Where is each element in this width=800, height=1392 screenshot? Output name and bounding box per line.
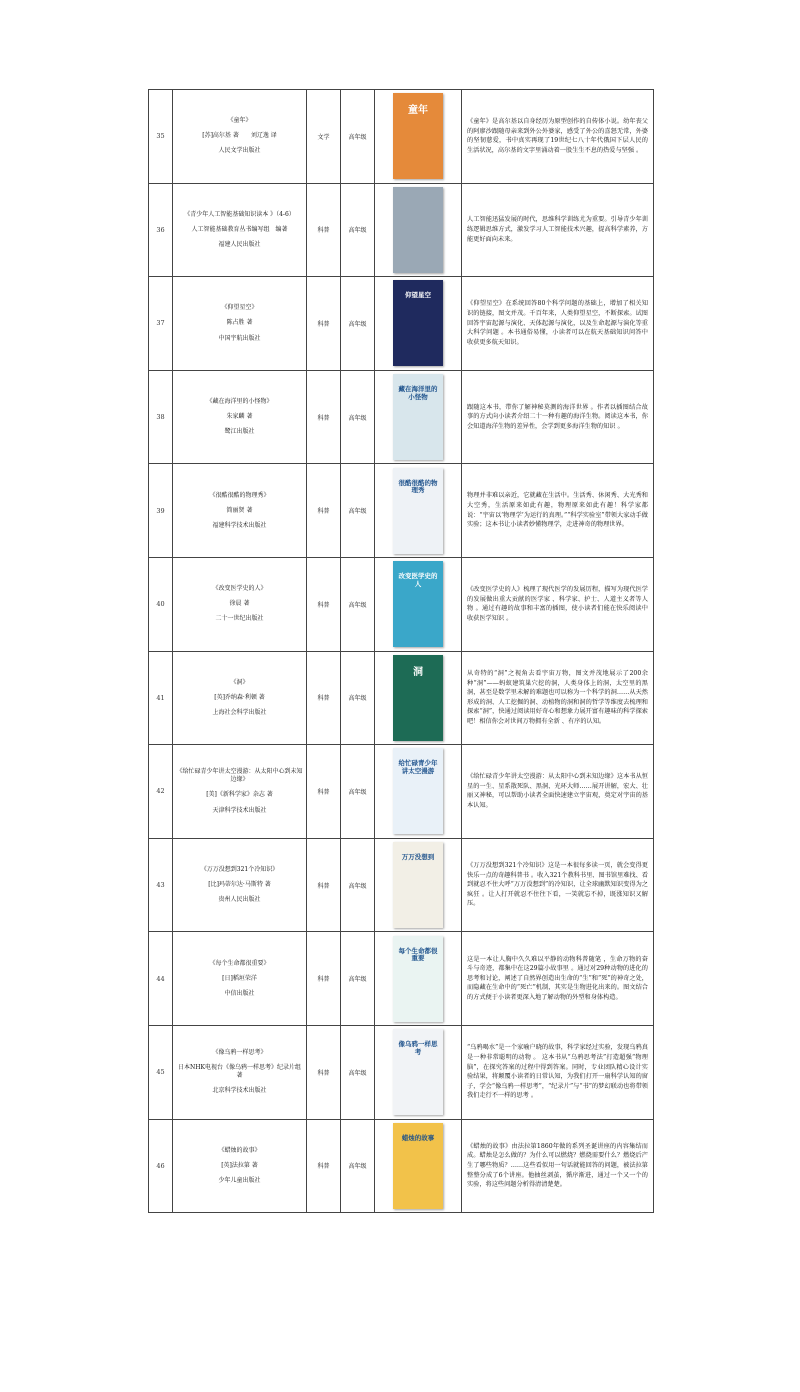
book-author: 日本NHK电视台《像乌鸦一样思考》纪录片组 著	[178, 1064, 301, 1080]
book-title: 《很酷很酷的物理秀》	[209, 491, 270, 499]
book-cover-title: 给忙碌青少年讲太空漫游	[398, 759, 438, 776]
book-grade: 高年级	[341, 90, 375, 184]
book-title: 《像乌鸦一样思考》	[212, 1049, 267, 1057]
book-info	[173, 464, 307, 558]
book-category: 科普	[307, 1025, 341, 1119]
table-row	[149, 557, 654, 651]
row-number: 37	[149, 277, 173, 371]
book-author: [英]法拉第 著	[221, 1161, 258, 1169]
book-grade: 高年级	[341, 932, 375, 1026]
book-cover-title: 很酷很酷的物理秀	[398, 478, 438, 495]
book-list-body	[149, 90, 654, 1213]
book-cover-cell	[375, 370, 462, 464]
book-author: [英]乔纳森·利顿 著	[214, 693, 265, 701]
book-publisher: 北京科学技术出版社	[212, 1087, 267, 1095]
row-number: 43	[149, 838, 173, 932]
book-publisher: 天津科学技术出版社	[212, 806, 267, 814]
book-author: 朱家麟 著	[226, 413, 253, 421]
book-cover-image	[393, 187, 443, 273]
book-description: 人工智能迅猛发展的时代，思维科学训练尤为重要。引导青少年训练逻辑思维方式，激发学习人工智能技术兴趣，提高科学素养，方能更好面向未来。	[462, 183, 654, 277]
book-title: 《给忙碌青少年讲太空漫游：从太阳中心到未知边缘》	[176, 768, 303, 784]
book-publisher: 中信出版社	[224, 989, 255, 997]
book-publisher: 上海社会科学出版社	[212, 708, 267, 716]
book-info	[173, 277, 307, 371]
table-row	[149, 90, 654, 184]
book-cover-cell	[375, 932, 462, 1026]
table-row	[149, 277, 654, 371]
book-author: 简丽贤 著	[226, 506, 253, 514]
book-description: 《童年》是高尔基以自身经历为原型创作的自传体小说。幼年丧父的阿廖沙跟随母亲来到外公外婆家，感受了外公的喜怒无常，外婆的坚韧慈爱，书中真实再现了19世纪七八十年代俄国下层人民的生活状况，高尔基的文字里涌动着一股生生不息的热爱与坚强 。	[462, 90, 654, 184]
book-title: 《每个生命都很重要》	[209, 959, 270, 967]
book-title: 《童年》	[227, 117, 252, 125]
book-cover-title: 藏在海洋里的小怪物	[398, 385, 438, 401]
book-grade: 高年级	[341, 183, 375, 277]
book-cover-cell	[375, 90, 462, 184]
book-cover-image	[393, 842, 443, 928]
book-title: 《改变医学史的人》	[212, 585, 267, 593]
row-number: 38	[149, 370, 173, 464]
table-row	[149, 745, 654, 839]
book-cover-image	[393, 561, 443, 647]
book-publisher: 贵州人民出版社	[218, 896, 261, 904]
book-description: “乌鸦喝水”是一个家喻户晓的故事，科学家经过实验，发现乌鸦真是一种非常聪明的动物 。 这本书从“乌鸦思考法”打造超强“物理脑”，在探究答案的过程中得到答案。同时，专业团队精心设计实验结果，将颠覆小读者的日常认知，为我们打开一扇科学认知的窗子，学会“像乌鸦一样思考”，“纪录片”与“书”的梦幻联动也将带领我们走行不一样的思考 。	[462, 1025, 654, 1119]
table-row	[149, 932, 654, 1026]
book-author: 人工智能基础教育丛书编写组 编著	[191, 225, 288, 233]
table-row	[149, 1025, 654, 1119]
book-author: [日]稻垣荣洋	[222, 974, 257, 982]
book-description: 物理并非难以亲近，它就藏在生活中。生活秀、休闲秀、大光秀和大空秀，生活原来如此有趣，物理原来如此有趣！科学家都说：“宇宙以‘物理学’为运行的真理。”“科学实验室”带领大家动手做实验；这本书让小读者妙懂物理学，走进神奇的物理世界。	[462, 464, 654, 558]
book-cover-image	[393, 1123, 443, 1209]
book-cover-cell	[375, 277, 462, 371]
book-grade: 高年级	[341, 1025, 375, 1119]
book-cover-image	[393, 374, 443, 460]
row-number: 40	[149, 557, 173, 651]
book-cover-title: 改变医学史的人	[398, 572, 438, 589]
book-grade: 高年级	[341, 277, 375, 371]
book-publisher: 人民文学出版社	[218, 147, 261, 155]
book-cover-image	[393, 655, 443, 741]
book-info	[173, 557, 307, 651]
book-cover-cell	[375, 464, 462, 558]
book-cover-cell	[375, 1119, 462, 1213]
book-title: 《藏在海洋里的小怪物》	[206, 397, 273, 405]
book-grade: 高年级	[341, 1119, 375, 1213]
row-number: 41	[149, 651, 173, 745]
book-cover-title: 童年	[408, 105, 428, 117]
book-cover-title: 像乌鸦一样思考	[398, 1040, 438, 1057]
book-category: 科普	[307, 1119, 341, 1213]
book-grade: 高年级	[341, 838, 375, 932]
book-category: 科普	[307, 745, 341, 839]
book-publisher: 福建人民出版社	[218, 240, 261, 248]
book-info	[173, 1119, 307, 1213]
book-author: 陈占胜 著	[226, 319, 253, 327]
book-description: 《改变医学史的人》梳理了现代医学的发展历程，描写为现代医学的发展做出重大贡献的医学家 、科学家、护士、人道主义者等人物 。通过有趣的故事和丰富的插图，使小读者们能在快乐阅读中收获医学知识 。	[462, 557, 654, 651]
book-cover-title: 仰望星空	[405, 291, 431, 300]
book-title: 《蜡烛的故事》	[218, 1146, 261, 1154]
book-description: 跟随这本书，带你了解神秘莫测的海洋世界 。作者以插图结合故事的方式向小读者介绍二十一种有趣的海洋生物。阅读这本书，你会知道海洋生物的差异性，会学到更多海洋生物的知识 。	[462, 370, 654, 464]
table-row	[149, 183, 654, 277]
book-cover-image	[393, 93, 443, 179]
book-title: 《洞》	[230, 678, 249, 686]
book-publisher: 少年儿童出版社	[218, 1176, 261, 1184]
book-author: 徐晨 著	[229, 600, 250, 608]
row-number: 36	[149, 183, 173, 277]
row-number: 45	[149, 1025, 173, 1119]
book-author: [比]玛蒂尔达·马斯特 著	[208, 881, 271, 888]
book-category: 科普	[307, 277, 341, 371]
book-publisher: 鹭江出版社	[224, 428, 255, 436]
book-list-table	[148, 89, 654, 1213]
book-grade: 高年级	[341, 745, 375, 839]
book-cover-title: 每个生命都很重要	[398, 946, 438, 963]
book-info	[173, 183, 307, 277]
book-description: 《蜡烛的故事》由法拉第1860年做的系列圣诞讲座的内容集结而成。蜡烛是怎么做的？为什么可以燃烧？燃烧需要什么？燃烧后产生了哪些物质？……这些看似用一句话就能回答的问题，被法拉第整整分成了6个讲座。他抽丝剥茧，循序渐进，通过一个又一个的实验，将这些问题分析得清清楚楚。	[462, 1119, 654, 1213]
row-number: 39	[149, 464, 173, 558]
book-category: 科普	[307, 557, 341, 651]
book-description: 这是一本让人胸中久久难以平静的动物科普随笔 ，生命万物的奋斗与奇迹，都集中在这29篇小故事里 。通过对29种动物的进化的思考和讨论，阐述了自然界创造出生命的“生”和“死”的神奇之处，而隐藏在生命中的“死亡”机制，其实是生物进化出来的。图文结合的方式便于小读者更深入地了解动物的外型和身体构造。	[462, 932, 654, 1026]
book-grade: 高年级	[341, 651, 375, 745]
book-cover-cell	[375, 1025, 462, 1119]
book-category: 科普	[307, 838, 341, 932]
book-cover-cell	[375, 745, 462, 839]
table-row	[149, 1119, 654, 1213]
book-info	[173, 745, 307, 839]
book-cover-title: 蜡烛的故事	[401, 1133, 435, 1142]
book-category: 科普	[307, 183, 341, 277]
book-description: 从奇特的“洞”之视角去看宇宙万物，图文并茂地展示了200余种“洞”——蚂蚁建筑巢穴挖的洞，人类身体上的洞，太空里的黑洞，甚至是数学里未解的难题也可以称为一个科学的洞……从天然形成的洞、人工挖掘的洞、动植物的洞和洞的哲学等维度去梳理和探索“洞”，快通过阅读用好奇心和想象力展开富有趣味的科学探索吧！相信你会对世间万物拥有全新 、有序的认知。	[462, 651, 654, 745]
book-cover-image	[393, 936, 443, 1022]
book-grade: 高年级	[341, 370, 375, 464]
book-grade: 高年级	[341, 464, 375, 558]
book-cover-cell	[375, 651, 462, 745]
row-number: 44	[149, 932, 173, 1026]
book-title: 《万万没想到321个冷知识》	[200, 865, 279, 873]
book-info	[173, 651, 307, 745]
book-description: 《万万没想到321个冷知识》这是一本很每多读一页，就会变得更快乐一点的奇趣科普书 。收入321个教科书里、图书馆里难找、看到就忍不住大呼“万万没想到”的冷知识，让全球幽默知识变得为之疯狂 。让人打开就忍不住往下看，一笑就忘不掉，既涨知识又解压。	[462, 838, 654, 932]
book-cover-cell	[375, 838, 462, 932]
book-author: [苏]高尔基 著 刘辽逸 译	[202, 132, 277, 140]
book-category: 科普	[307, 651, 341, 745]
book-cover-image	[393, 1029, 443, 1115]
row-number: 42	[149, 745, 173, 839]
book-description: 《仰望星空》在系统回答80个科学问题的基础上，增加了相关知识的链接，图文并茂。千百年来，人类仰望星空，不断探索。试图回答宇宙起源与演化、天体起源与演化，以及生命起源与演化等重大科学问题 。本书通俗易懂，小读者可以在航天基础知识问答中收获更多航天知识。	[462, 277, 654, 371]
book-description: 《给忙碌青少年讲太空漫游：从太阳中心到未知边缘》这本书从恒星的一生、星系散死队、黑洞、光环大师……展开讲解，宏大、壮丽又神秘，可以帮助小读者全面快速建立宇宙观，奠定对宇宙的基本认知。	[462, 745, 654, 839]
book-cover-cell	[375, 557, 462, 651]
book-info	[173, 932, 307, 1026]
book-info	[173, 1025, 307, 1119]
book-author: [美]《新科学家》杂志 著	[206, 791, 273, 799]
book-grade: 高年级	[341, 557, 375, 651]
book-category: 科普	[307, 464, 341, 558]
table-row	[149, 651, 654, 745]
row-number: 46	[149, 1119, 173, 1213]
table-row	[149, 838, 654, 932]
book-title: 《青少年人工智能基础知识读本 》（4-6）	[184, 210, 295, 218]
book-info	[173, 90, 307, 184]
book-info	[173, 838, 307, 932]
book-publisher: 二十一世纪出版社	[215, 615, 264, 623]
book-cover-image	[393, 748, 443, 834]
book-cover-cell	[375, 183, 462, 277]
book-cover-title: 万万没想到	[401, 853, 435, 862]
table-row	[149, 464, 654, 558]
book-category: 科普	[307, 370, 341, 464]
book-cover-image	[393, 280, 443, 366]
table-row	[149, 370, 654, 464]
book-publisher: 中国宇航出版社	[218, 334, 261, 342]
book-title: 《仰望星空》	[221, 304, 258, 312]
book-info	[173, 370, 307, 464]
book-cover-image	[393, 468, 443, 554]
row-number: 35	[149, 90, 173, 184]
book-category: 科普	[307, 932, 341, 1026]
book-category: 文学	[307, 90, 341, 184]
book-publisher: 福建科学技术出版社	[212, 521, 267, 529]
book-cover-title: 洞	[413, 666, 423, 678]
